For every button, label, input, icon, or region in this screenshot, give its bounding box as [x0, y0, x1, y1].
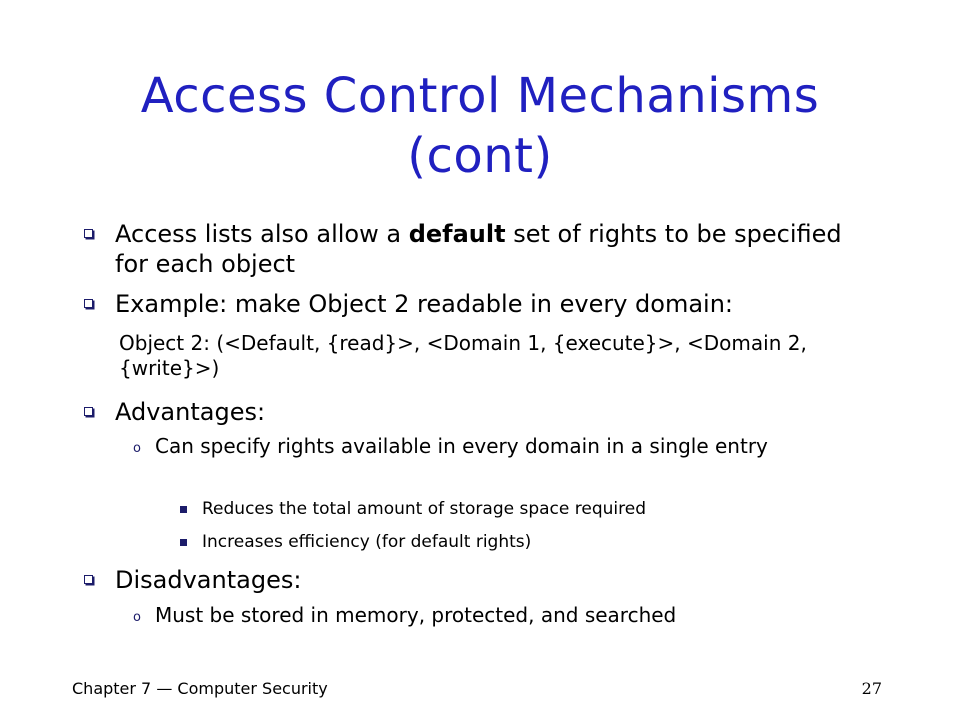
- title-line-2: (cont): [407, 128, 553, 184]
- bullet-text-bold: default: [408, 220, 506, 248]
- advantages-item-text: Can specify rights available in every domain in a single entry: [155, 434, 768, 458]
- bullet-disadvantages: [84, 565, 864, 595]
- box-bullet-icon: [84, 407, 93, 416]
- bullet-text-post: set of rights to be specified for each object: [115, 220, 842, 278]
- circle-bullet-icon: o: [133, 610, 141, 625]
- box-bullet-icon: [84, 575, 93, 584]
- slide-title: [60, 66, 900, 186]
- advantages-item: [133, 434, 833, 462]
- disadvantages-heading: Disadvantages:: [115, 566, 302, 594]
- disadvantages-item-text: Must be stored in memory, protected, and searched: [155, 603, 677, 627]
- bullet-text: [115, 219, 864, 279]
- bullet-text: Example: make Object 2 readable in every domain:: [115, 290, 734, 318]
- box-bullet-icon: [84, 229, 93, 238]
- bullet-text-pre: Access lists also allow a: [115, 220, 409, 248]
- bullet-example: [84, 289, 864, 319]
- bullet-advantages: [84, 397, 864, 427]
- page-number: 27: [861, 679, 882, 698]
- square-bullet-icon: [180, 539, 187, 546]
- bullet-default-rights: [84, 219, 864, 279]
- title-line-1: Access Control Mechanisms: [140, 68, 820, 124]
- circle-bullet-icon: o: [133, 441, 141, 456]
- advantages-subitem: [180, 531, 830, 553]
- advantages-heading: Advantages:: [115, 398, 266, 426]
- example-access-list: Object 2: (<Default, {read}>, <Domain 1, {execute}>, <Domain 2, {write}>): [119, 331, 807, 380]
- footer-chapter: Chapter 7 — Computer Security: [72, 679, 328, 698]
- box-bullet-icon: [84, 299, 93, 308]
- advantages-subitem-text: Reduces the total amount of storage space required: [202, 499, 646, 519]
- disadvantages-item: [133, 603, 833, 631]
- square-bullet-icon: [180, 506, 187, 513]
- advantages-subitem: [180, 498, 830, 520]
- advantages-subitem-text: Increases efficiency (for default rights): [202, 532, 532, 552]
